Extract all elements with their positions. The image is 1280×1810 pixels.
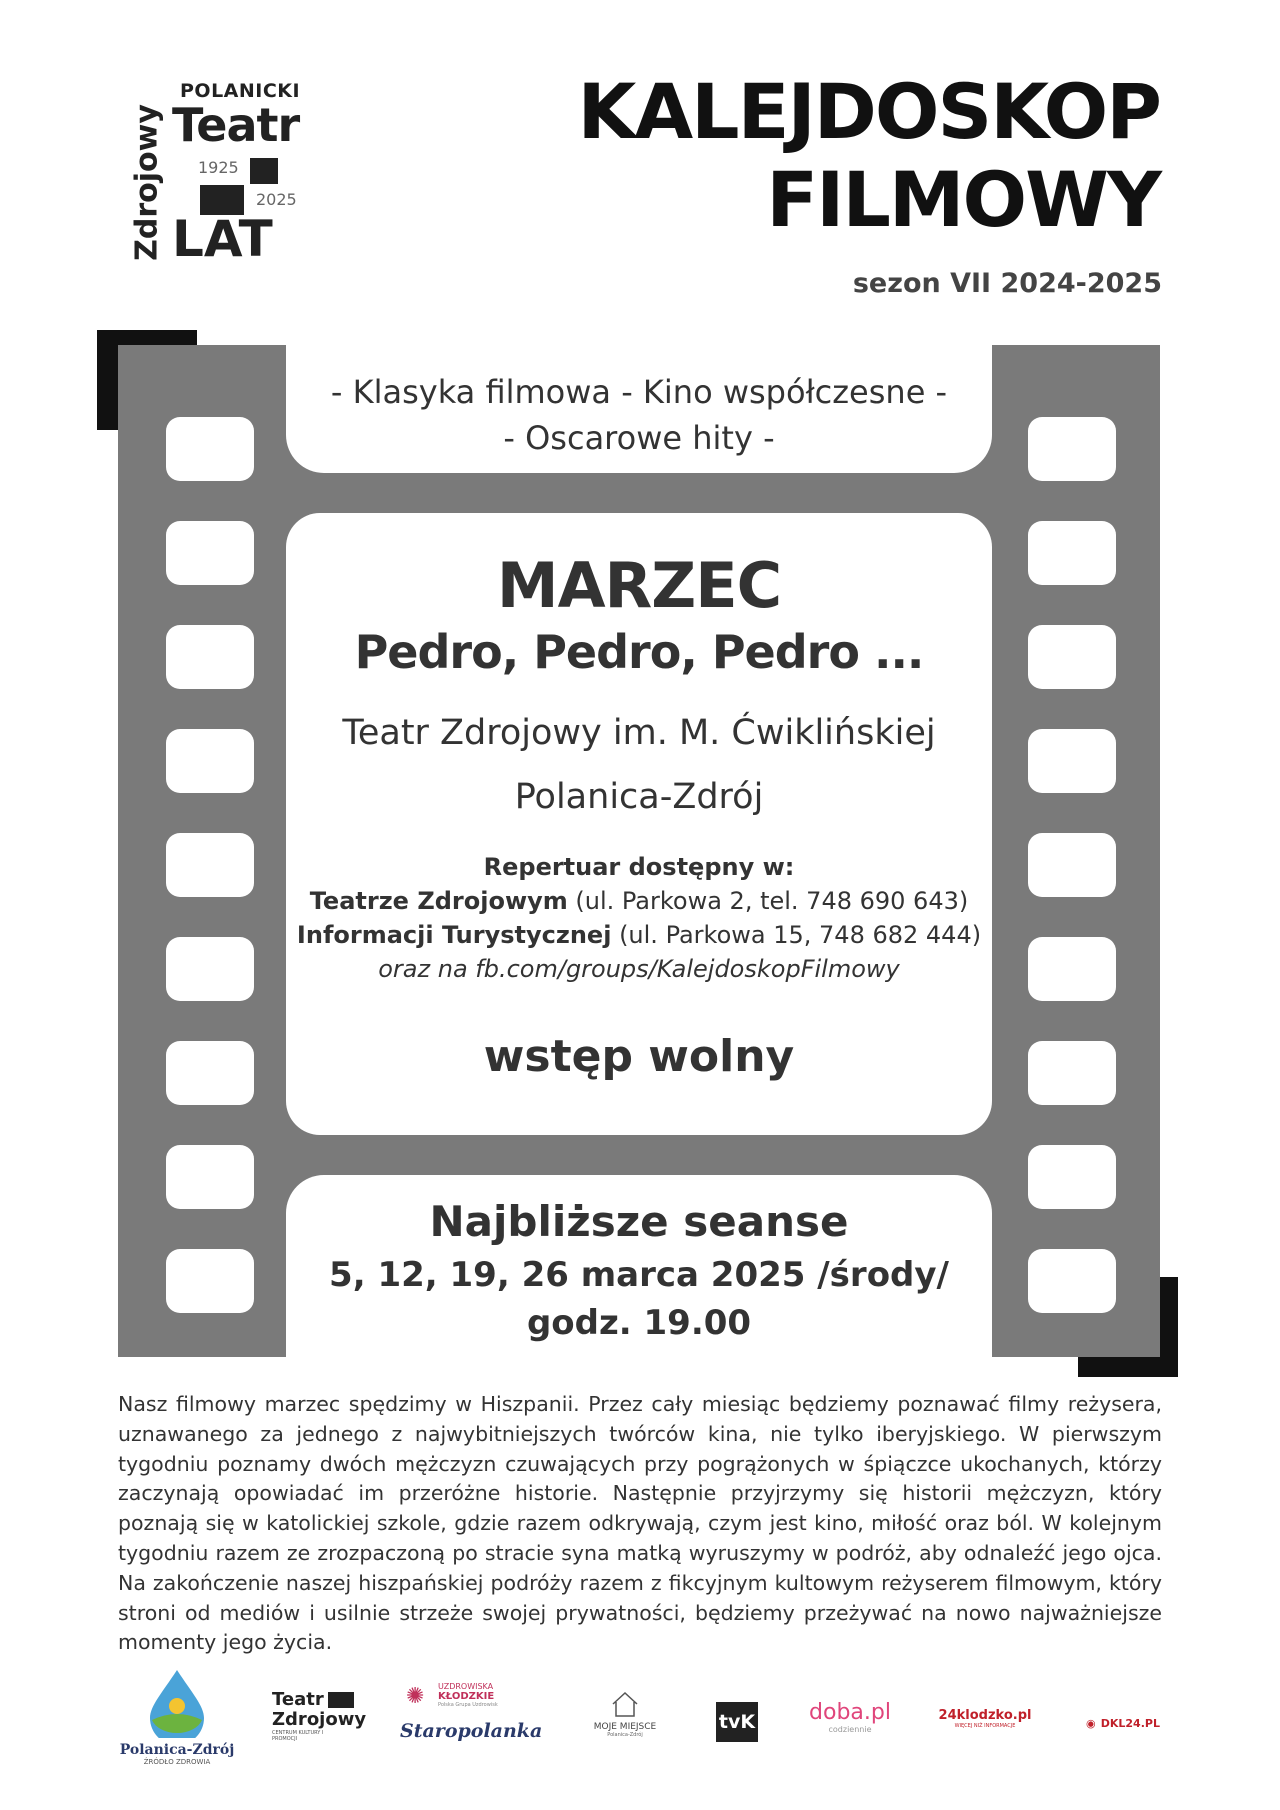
sponsor-teatr-block xyxy=(328,1692,354,1708)
logo-polanicki: POLANICKI xyxy=(180,80,301,102)
sponsor-doba xyxy=(800,1700,900,1746)
screenings-heading: Najbliższe seanse xyxy=(429,1197,849,1246)
dkl-circle-icon: ◉ xyxy=(1086,1717,1096,1730)
repertoire-tourist-details: (ul. Parkowa 15, 748 682 444) xyxy=(611,921,982,949)
frame-categories xyxy=(286,345,992,473)
description-paragraph: Nasz filmowy marzec spędzimy w Hiszpanii. Przez cały miesiąc będziemy poznawać filmy reżysera, uznawanego za jednego z najwybitniejszych twórców kina, nie tylko iberyjskiego. W pierwszym tygodniu poznamy dwóch mężczyzn czuwających przy pogrążonych w śpiączce ukochanych, którzy zaczynają opowiadać im przeróżne historie. Następnie przyjrzymy się historii mężczyzn, który poznają się w katolickiej szkole, gdzie razem odkrywają, czym jest kino, miłość oraz ból. W kolejnym tygodniu razem ze zrozpaczoną po stracie syna matką wyruszymy w podróż, aby odnaleźć jego ojca. Na zakończenie naszej hiszpańskiej podróży razem z fikcyjnym kultowym reżyserem filmowym, który stroni od mediów i usilnie strzeże swojej prywatności, będziemy przeżywać na nowo najważniejsze momenty jego życia. xyxy=(118,1392,1162,1655)
sponsor-dkl24 xyxy=(1078,1712,1168,1736)
logo-year-start: 1925 xyxy=(198,158,239,177)
film-perforation xyxy=(166,729,254,793)
sun-icon: ✺ xyxy=(406,1684,425,1709)
repertoire-heading: Repertuar dostępny w: xyxy=(483,853,795,881)
film-perforation xyxy=(1028,729,1116,793)
sponsor-24klodzko-name: 24klodzko.pl xyxy=(938,1708,1032,1723)
repertoire-theatre-name: Teatrze Zdrojowym xyxy=(309,887,568,915)
title-line-2: FILMOWY xyxy=(766,155,1160,244)
film-perforation xyxy=(166,1145,254,1209)
film-perforation xyxy=(1028,1249,1116,1313)
film-perforation xyxy=(1028,937,1116,1001)
water-drop-icon xyxy=(142,1668,212,1738)
sponsor-teatr-sub: CENTRUM KULTURY I PROMOCJI xyxy=(272,1730,324,1742)
repertoire-theatre-details: (ul. Parkowa 2, tel. 748 690 643) xyxy=(567,887,969,915)
sponsor-moje-name: MOJE MIEJSCE xyxy=(593,1722,657,1732)
categories-line-1: - Klasyka filmowa - Kino współczesne - xyxy=(330,373,948,411)
sponsor-uzdr-line-3: Polska Grupa Uzdrowisk xyxy=(438,1702,498,1708)
film-perforation xyxy=(166,833,254,897)
sponsor-uzdrowiska xyxy=(400,1682,543,1772)
screening-dates: 5, 12, 19, 26 marca 2025 /środy/ xyxy=(329,1255,949,1295)
film-perforation xyxy=(166,521,254,585)
sponsor-teatr-line-2: Zdrojowy xyxy=(272,1709,367,1730)
sponsor-teatr-zdrojowy xyxy=(272,1690,372,1760)
film-perforation xyxy=(1028,833,1116,897)
title-line-1: KALEJDOSKOP xyxy=(577,67,1160,156)
free-entry: wstęp wolny xyxy=(483,1031,795,1082)
film-perforation xyxy=(166,625,254,689)
film-title: Pedro, Pedro, Pedro ... xyxy=(354,625,924,679)
facebook-group-link[interactable]: oraz na fb.com/groups/KalejdoskopFilmowy xyxy=(378,955,900,983)
sponsor-24klodzko xyxy=(930,1708,1040,1748)
film-perforation xyxy=(166,1249,254,1313)
logo-lat: LAT xyxy=(172,210,273,268)
frame-screenings xyxy=(286,1175,992,1357)
sponsor-moje-miejsce xyxy=(580,1690,670,1750)
repertoire-theatre xyxy=(286,887,992,915)
screening-time: godz. 19.00 xyxy=(526,1303,752,1343)
sponsor-uzdr-line-2: KŁODZKIE xyxy=(438,1691,495,1702)
sponsor-24klodzko-sub: WIĘCEJ NIŻ INFORMACJE xyxy=(954,1723,1016,1729)
sponsor-dkl24-name: DKL24.PL xyxy=(1100,1717,1160,1730)
film-perforation xyxy=(1028,1041,1116,1105)
film-perforation xyxy=(1028,521,1116,585)
city: Polanica-Zdrój xyxy=(514,777,764,817)
repertoire-tourist-name: Informacji Turystycznej xyxy=(296,921,612,949)
film-perforation xyxy=(1028,625,1116,689)
film-perforation xyxy=(166,937,254,1001)
sponsor-doba-sub: codziennie xyxy=(828,1725,872,1734)
month-heading: MARZEC xyxy=(496,549,782,622)
logo-zdrojowy: Zdrojowy xyxy=(129,104,165,261)
sponsor-staropolanka: Staropolanka xyxy=(400,1720,543,1742)
film-perforation xyxy=(166,1041,254,1105)
sponsor-teatr-line-1: Teatr xyxy=(272,1689,324,1710)
logo-year-end: 2025 xyxy=(256,190,297,209)
film-perforation xyxy=(166,417,254,481)
sponsor-moje-sub: Polanica-Zdrój xyxy=(607,1732,643,1738)
sponsor-uzdr-line-1: UZDROWISKA xyxy=(438,1682,494,1691)
poster-title xyxy=(577,68,1160,244)
sponsor-polanica-name: Polanica-Zdrój xyxy=(119,1742,235,1758)
sponsor-tvk: tvK xyxy=(716,1702,758,1742)
teatr-jubilee-logo xyxy=(120,70,310,270)
sponsor-polanica xyxy=(112,1668,242,1778)
season-label: sezon VII 2024-2025 xyxy=(852,268,1162,299)
venue: Teatr Zdrojowy im. M. Ćwiklińskiej xyxy=(342,713,936,753)
frame-feature xyxy=(286,513,992,1135)
film-perforation xyxy=(1028,1145,1116,1209)
categories-line-2: - Oscarowe hity - xyxy=(503,419,775,457)
film-strip xyxy=(118,345,1160,1357)
film-perforation xyxy=(1028,417,1116,481)
house-icon xyxy=(610,1690,640,1718)
sponsor-polanica-sub: ŹRÓDŁO ZDROWIA xyxy=(143,1758,211,1766)
repertoire-tourist-info xyxy=(286,921,992,949)
logo-block xyxy=(250,158,278,184)
sponsor-doba-name: doba.pl xyxy=(809,1700,891,1725)
logo-teatr: Teatr xyxy=(172,98,300,152)
